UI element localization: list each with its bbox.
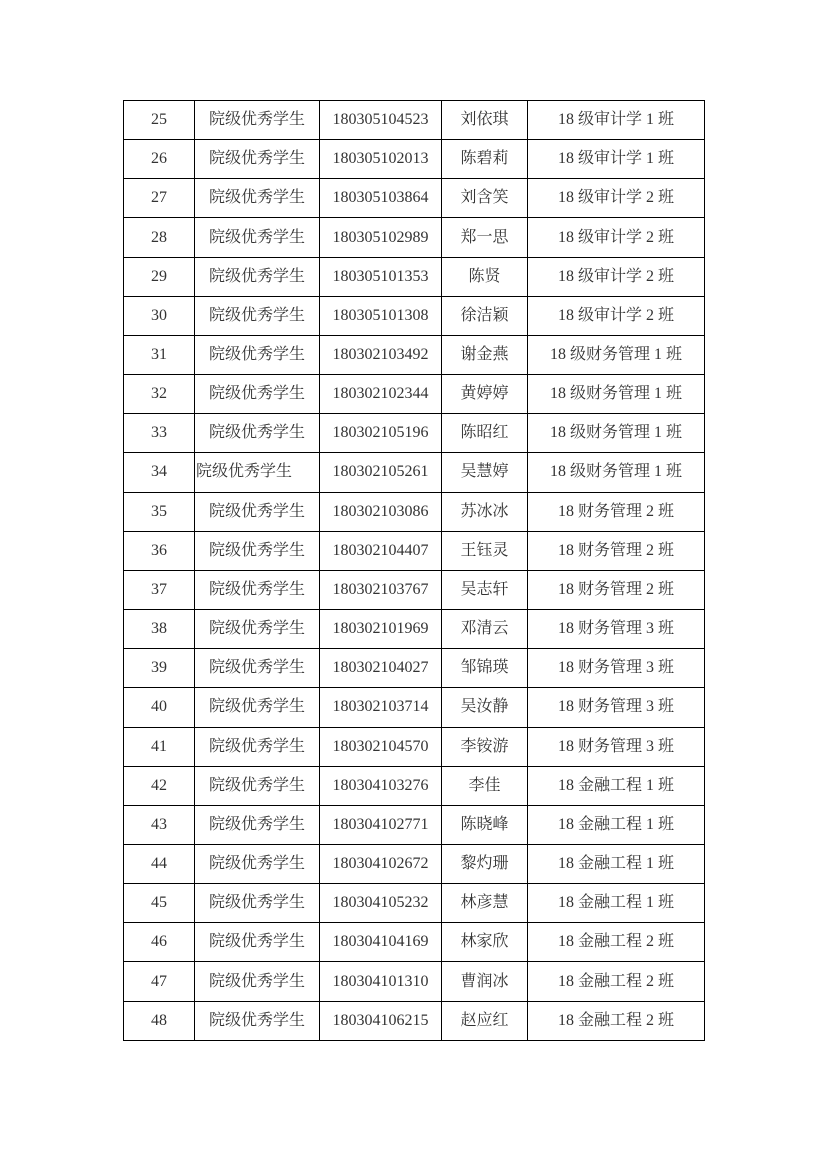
award-cell: 院级优秀学生	[195, 140, 320, 179]
student-id-cell: 180304106215	[320, 1001, 442, 1040]
award-cell: 院级优秀学生	[195, 375, 320, 414]
name-cell: 郑一思	[442, 218, 528, 257]
students-table	[123, 100, 705, 1041]
row-number-cell: 28	[124, 218, 195, 257]
student-id-cell: 180305102013	[320, 140, 442, 179]
student-id-cell: 180305103864	[320, 179, 442, 218]
table-row	[124, 805, 705, 844]
student-id-cell: 180302105196	[320, 414, 442, 453]
award-cell: 院级优秀学生	[195, 257, 320, 296]
student-id-cell: 180304101310	[320, 962, 442, 1001]
student-id-cell: 180302104570	[320, 727, 442, 766]
name-cell: 陈昭红	[442, 414, 528, 453]
class-cell: 18 财务管理 2 班	[528, 531, 705, 570]
student-id-cell: 180302103492	[320, 335, 442, 374]
student-id-cell: 180305101308	[320, 296, 442, 335]
table-row	[124, 414, 705, 453]
student-id-cell: 180302101969	[320, 610, 442, 649]
award-cell: 院级优秀学生	[195, 923, 320, 962]
student-id-cell: 180304102771	[320, 805, 442, 844]
student-id-cell: 180305104523	[320, 101, 442, 140]
award-cell: 院级优秀学生	[195, 1001, 320, 1040]
award-cell: 院级优秀学生	[195, 570, 320, 609]
row-number-cell: 48	[124, 1001, 195, 1040]
table-row	[124, 884, 705, 923]
award-cell: 院级优秀学生	[195, 844, 320, 883]
table-row	[124, 962, 705, 1001]
class-cell: 18 财务管理 3 班	[528, 649, 705, 688]
name-cell: 谢金燕	[442, 335, 528, 374]
class-cell: 18 级财务管理 1 班	[528, 414, 705, 453]
name-cell: 陈碧莉	[442, 140, 528, 179]
class-cell: 18 级财务管理 1 班	[528, 335, 705, 374]
name-cell: 曹润冰	[442, 962, 528, 1001]
row-number-cell: 26	[124, 140, 195, 179]
class-cell: 18 级审计学 2 班	[528, 257, 705, 296]
name-cell: 徐洁颖	[442, 296, 528, 335]
name-cell: 吴志轩	[442, 570, 528, 609]
class-cell: 18 金融工程 1 班	[528, 884, 705, 923]
row-number-cell: 47	[124, 962, 195, 1001]
class-cell: 18 金融工程 1 班	[528, 766, 705, 805]
class-cell: 18 财务管理 3 班	[528, 610, 705, 649]
class-cell: 18 级审计学 2 班	[528, 296, 705, 335]
table-row	[124, 610, 705, 649]
table-row	[124, 923, 705, 962]
class-cell: 18 财务管理 2 班	[528, 570, 705, 609]
table-row	[124, 335, 705, 374]
student-id-cell: 180305102989	[320, 218, 442, 257]
award-cell: 院级优秀学生	[195, 218, 320, 257]
award-cell: 院级优秀学生	[195, 531, 320, 570]
name-cell: 黎灼珊	[442, 844, 528, 883]
name-cell: 刘依琪	[442, 101, 528, 140]
class-cell: 18 财务管理 3 班	[528, 688, 705, 727]
name-cell: 赵应红	[442, 1001, 528, 1040]
award-cell: 院级优秀学生	[195, 962, 320, 1001]
table-row	[124, 179, 705, 218]
award-cell: 院级优秀学生	[195, 296, 320, 335]
row-number-cell: 46	[124, 923, 195, 962]
class-cell: 18 金融工程 2 班	[528, 962, 705, 1001]
row-number-cell: 35	[124, 492, 195, 531]
table-row	[124, 844, 705, 883]
name-cell: 陈晓峰	[442, 805, 528, 844]
table-row	[124, 688, 705, 727]
award-cell: 院级优秀学生	[195, 884, 320, 923]
name-cell: 王钰灵	[442, 531, 528, 570]
class-cell: 18 级审计学 2 班	[528, 179, 705, 218]
student-id-cell: 180302103767	[320, 570, 442, 609]
students-table-body	[124, 101, 705, 1041]
student-id-cell: 180302105261	[320, 453, 442, 492]
row-number-cell: 30	[124, 296, 195, 335]
award-cell: 院级优秀学生	[195, 414, 320, 453]
row-number-cell: 42	[124, 766, 195, 805]
class-cell: 18 级财务管理 1 班	[528, 375, 705, 414]
row-number-cell: 29	[124, 257, 195, 296]
name-cell: 林彦慧	[442, 884, 528, 923]
name-cell: 林家欣	[442, 923, 528, 962]
student-id-cell: 180304102672	[320, 844, 442, 883]
row-number-cell: 33	[124, 414, 195, 453]
class-cell: 18 级审计学 1 班	[528, 140, 705, 179]
award-cell: 院级优秀学生	[195, 688, 320, 727]
class-cell: 18 金融工程 1 班	[528, 844, 705, 883]
award-cell: 院级优秀学生	[195, 610, 320, 649]
row-number-cell: 25	[124, 101, 195, 140]
row-number-cell: 40	[124, 688, 195, 727]
name-cell: 黄婷婷	[442, 375, 528, 414]
table-row	[124, 766, 705, 805]
student-id-cell: 180302104027	[320, 649, 442, 688]
award-cell: 院级优秀学生	[195, 766, 320, 805]
award-cell: 院级优秀学生	[195, 453, 320, 492]
award-cell: 院级优秀学生	[195, 101, 320, 140]
row-number-cell: 36	[124, 531, 195, 570]
row-number-cell: 43	[124, 805, 195, 844]
class-cell: 18 金融工程 1 班	[528, 805, 705, 844]
row-number-cell: 34	[124, 453, 195, 492]
name-cell: 邓清云	[442, 610, 528, 649]
row-number-cell: 39	[124, 649, 195, 688]
row-number-cell: 27	[124, 179, 195, 218]
table-row	[124, 296, 705, 335]
student-id-cell: 180304104169	[320, 923, 442, 962]
student-id-cell: 180304103276	[320, 766, 442, 805]
row-number-cell: 41	[124, 727, 195, 766]
award-cell: 院级优秀学生	[195, 179, 320, 218]
student-id-cell: 180302103086	[320, 492, 442, 531]
award-cell: 院级优秀学生	[195, 649, 320, 688]
name-cell: 邹锦瑛	[442, 649, 528, 688]
table-row	[124, 649, 705, 688]
row-number-cell: 44	[124, 844, 195, 883]
student-id-cell: 180305101353	[320, 257, 442, 296]
name-cell: 陈贤	[442, 257, 528, 296]
award-cell: 院级优秀学生	[195, 805, 320, 844]
table-row	[124, 218, 705, 257]
name-cell: 刘含笑	[442, 179, 528, 218]
row-number-cell: 32	[124, 375, 195, 414]
name-cell: 李铵游	[442, 727, 528, 766]
table-row	[124, 453, 705, 492]
student-id-cell: 180302104407	[320, 531, 442, 570]
class-cell: 18 金融工程 2 班	[528, 923, 705, 962]
name-cell: 吴慧婷	[442, 453, 528, 492]
table-row	[124, 492, 705, 531]
name-cell: 李佳	[442, 766, 528, 805]
student-id-cell: 180304105232	[320, 884, 442, 923]
class-cell: 18 级财务管理 1 班	[528, 453, 705, 492]
class-cell: 18 财务管理 3 班	[528, 727, 705, 766]
table-row	[124, 570, 705, 609]
class-cell: 18 财务管理 2 班	[528, 492, 705, 531]
row-number-cell: 45	[124, 884, 195, 923]
award-cell: 院级优秀学生	[195, 335, 320, 374]
row-number-cell: 37	[124, 570, 195, 609]
class-cell: 18 级审计学 1 班	[528, 101, 705, 140]
award-cell: 院级优秀学生	[195, 727, 320, 766]
table-row	[124, 531, 705, 570]
name-cell: 苏冰冰	[442, 492, 528, 531]
student-id-cell: 180302103714	[320, 688, 442, 727]
award-cell: 院级优秀学生	[195, 492, 320, 531]
row-number-cell: 38	[124, 610, 195, 649]
table-row	[124, 375, 705, 414]
name-cell: 吴汝静	[442, 688, 528, 727]
table-row	[124, 101, 705, 140]
table-row	[124, 140, 705, 179]
row-number-cell: 31	[124, 335, 195, 374]
table-row	[124, 727, 705, 766]
class-cell: 18 级审计学 2 班	[528, 218, 705, 257]
table-row	[124, 257, 705, 296]
table-row	[124, 1001, 705, 1040]
class-cell: 18 金融工程 2 班	[528, 1001, 705, 1040]
student-id-cell: 180302102344	[320, 375, 442, 414]
